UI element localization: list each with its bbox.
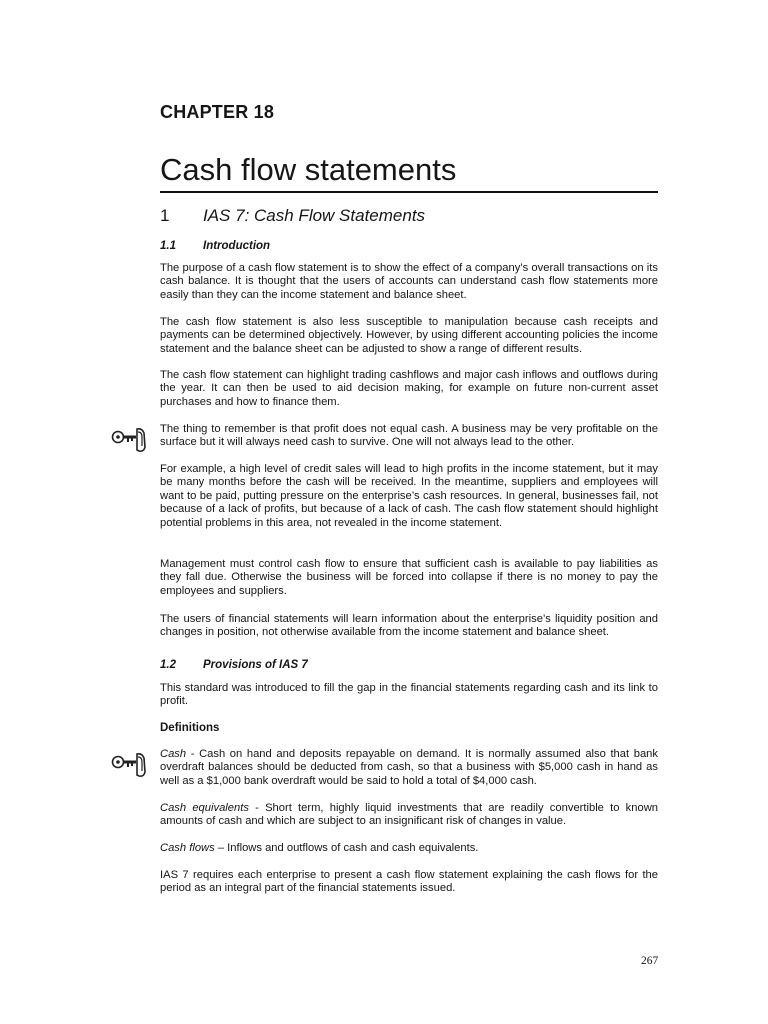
page-number: 267 (641, 955, 659, 967)
subsection-title: Introduction (203, 240, 271, 252)
subsection-title: Provisions of IAS 7 (203, 659, 308, 671)
definition-term: Cash flows (160, 842, 215, 854)
definition-text: – Inflows and outflows of cash and cash equivalents. (214, 842, 479, 854)
subsection-number: 1.1 (160, 240, 176, 252)
key-icon (111, 750, 149, 778)
definition-cash-equivalents (160, 802, 658, 829)
paragraph: Management must control cash flow to ensure that sufficient cash is available to pay liabilities as they fall due. Otherwise the business will be forced into collapse if there is no money to pay the employees and suppliers. (160, 558, 658, 597)
definition-text: - Short term, highly liquid investments that are readily convertible to known amounts of cash and which are subject to an insignificant risk of changes in value. (160, 802, 658, 828)
paragraph: The users of financial statements will learn information about the enterprise’s liquidity position and changes in position, not otherwise available from the income statement and balance sheet. (160, 613, 658, 639)
title-divider (160, 191, 658, 193)
definition-text: - Cash on hand and deposits repayable on demand. It is normally assumed also that bank overdraft balances should be deducted from cash, so that a business with $5,000 cash in hand as well as a $1,000 bank overdraft would be said to hold a total of $4,000 cash. (160, 748, 658, 787)
key-icon (111, 425, 149, 453)
subsection-heading-introduction (160, 240, 270, 252)
paragraph: The purpose of a cash flow statement is to show the effect of a company’s overall transactions on its cash balance. It is thought that the users of accounts can understand cash flow statements more easily than they can the income statement and balance sheet. (160, 262, 658, 301)
section-title: IAS 7: Cash Flow Statements (203, 206, 426, 225)
section-heading (160, 206, 425, 226)
chapter-title: Cash flow statements (160, 152, 457, 187)
paragraph: IAS 7 requires each enterprise to present a cash flow statement explaining the cash flows for the period as an integral part of the financial statements issued. (160, 869, 658, 895)
paragraph: For example, a high level of credit sales will lead to high profits in the income statement, but it may be many months before the cash will be received. In the meantime, suppliers and employees will want to be paid, putting pressure on the enterprise’s cash resources. In general, businesses fail, not because of a lack of profits, but because of a lack of cash. The cash flow statement should highlight potential problems in this area, not revealed in the income statement. (160, 463, 658, 529)
definition-cash (160, 748, 658, 788)
subsection-number: 1.2 (160, 659, 176, 671)
paragraph: The cash flow statement is also less susceptible to manipulation because cash receipts and payments can be determined objectively. However, by using different accounting policies the income statement and the balance sheet can be adjusted to show a range of different results. (160, 316, 658, 355)
paragraph: This standard was introduced to fill the gap in the financial statements regarding cash and its link to profit. (160, 682, 658, 708)
paragraph: The cash flow statement can highlight trading cashflows and major cash inflows and outflows during the year. It can then be used to aid decision making, for example on future non-current asset purchases and how to finance them. (160, 369, 658, 408)
definition-term: Cash equivalents (160, 802, 249, 814)
section-number: 1 (160, 206, 170, 225)
chapter-label: CHAPTER 18 (160, 102, 275, 122)
definitions-heading: Definitions (160, 722, 220, 734)
subsection-heading-provisions (160, 659, 308, 671)
definition-term: Cash (160, 748, 187, 760)
definition-cash-flows (160, 842, 658, 855)
paragraph: The thing to remember is that profit does not equal cash. A business may be very profitable on the surface but it will always need cash to survive. One will not always lead to the other. (160, 423, 658, 449)
